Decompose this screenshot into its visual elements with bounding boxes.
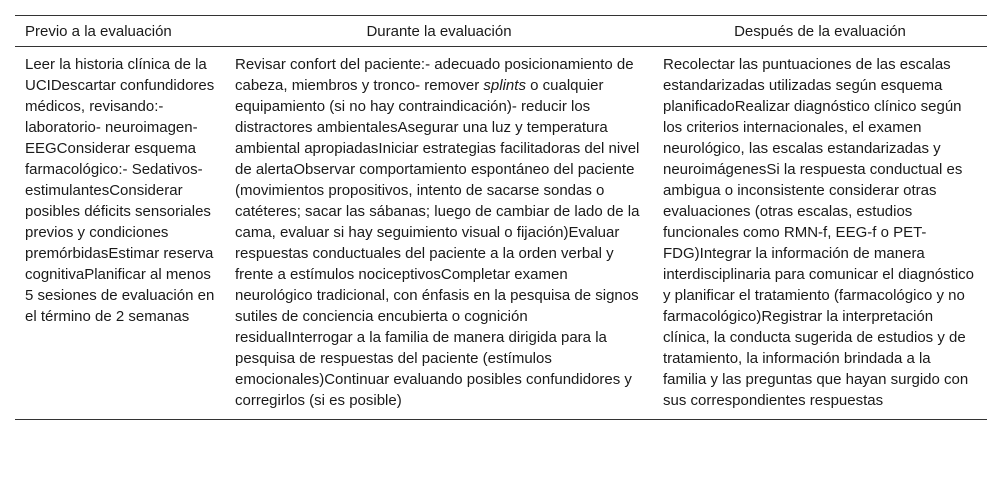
- header-after-evaluation: Después de la evaluación: [653, 16, 987, 47]
- table-row: [15, 47, 987, 420]
- evaluation-table: [15, 15, 987, 420]
- header-row: [15, 16, 987, 47]
- table-body: [15, 47, 987, 420]
- table-header: [15, 16, 987, 47]
- cell-during-italic-term: splints: [483, 77, 526, 94]
- cell-after-evaluation: Recolectar las puntuaciones de las escalas estandarizadas utilizadas según esquema planificadoRealizar diagnóstico clínico según los criterios internacionales, el examen neurológico, las escalas estandarizadas y neuroimágenesSi la respuesta conductual es ambigua o inconsistente considerar otras evaluaciones (otras escalas, estudios funcionales como RMN-f, EEG-f o PET-FDG)Integrar la información de manera interdisciplinaria para comunicar el diagnóstico y planificar el tratamiento (farmacológico y no farmacológico)Registrar la interpretación clínica, la conducta sugerida de estudios y de tratamiento, la información brindada a la familia y las preguntas que hayan surgido con sus correspondientes respuestas: [653, 47, 987, 420]
- header-during-evaluation: Durante la evaluación: [225, 16, 653, 47]
- cell-before-evaluation: Leer la historia clínica de la UCIDescartar confundidores médicos, revisando:- laboratorio- neuroimagen- EEGConsiderar esquema farmacológico:- Sedativos- estimulantesConsiderar posibles déficits sensoriales previos y condiciones premórbidasEstimar reserva cognitivaPlanificar al menos 5 sesiones de evaluación en el término de 2 semanas: [15, 47, 225, 420]
- cell-during-evaluation: [225, 47, 653, 420]
- evaluation-table-container: [15, 15, 987, 420]
- header-before-evaluation: Previo a la evaluación: [15, 16, 225, 47]
- cell-during-text-part2: o cualquier equipamiento (si no hay contraindicación)- reducir los distractores ambientalesAsegurar una luz y temperatura ambiental apropiadasIniciar estrategias facilitadoras del nivel de alertaObservar comportamiento espontáneo del paciente (movimientos propositivos, intento de sacarse sondas o catéteres; sacar las sábanas; luego de cambiar de lado de la cama, evaluar si hay seguimiento visual o fijación)Evaluar respuestas conductuales del paciente a la orden verbal y frente a estímulos nociceptivosCompletar examen neurológico tradicional, con énfasis en la pesquisa de signos sutiles de conciencia encubierta o cognición residualInterrogar a la familia de manera dirigida para la pesquisa de respuestas del paciente (estímulos emocionales)Continuar evaluando posibles confundidores y corregirlos (si es posible): [235, 77, 640, 409]
- cell-during-text-part1: Revisar confort del paciente:- adecuado posicionamiento de cabeza, miembros y tronco- remover: [235, 56, 634, 94]
